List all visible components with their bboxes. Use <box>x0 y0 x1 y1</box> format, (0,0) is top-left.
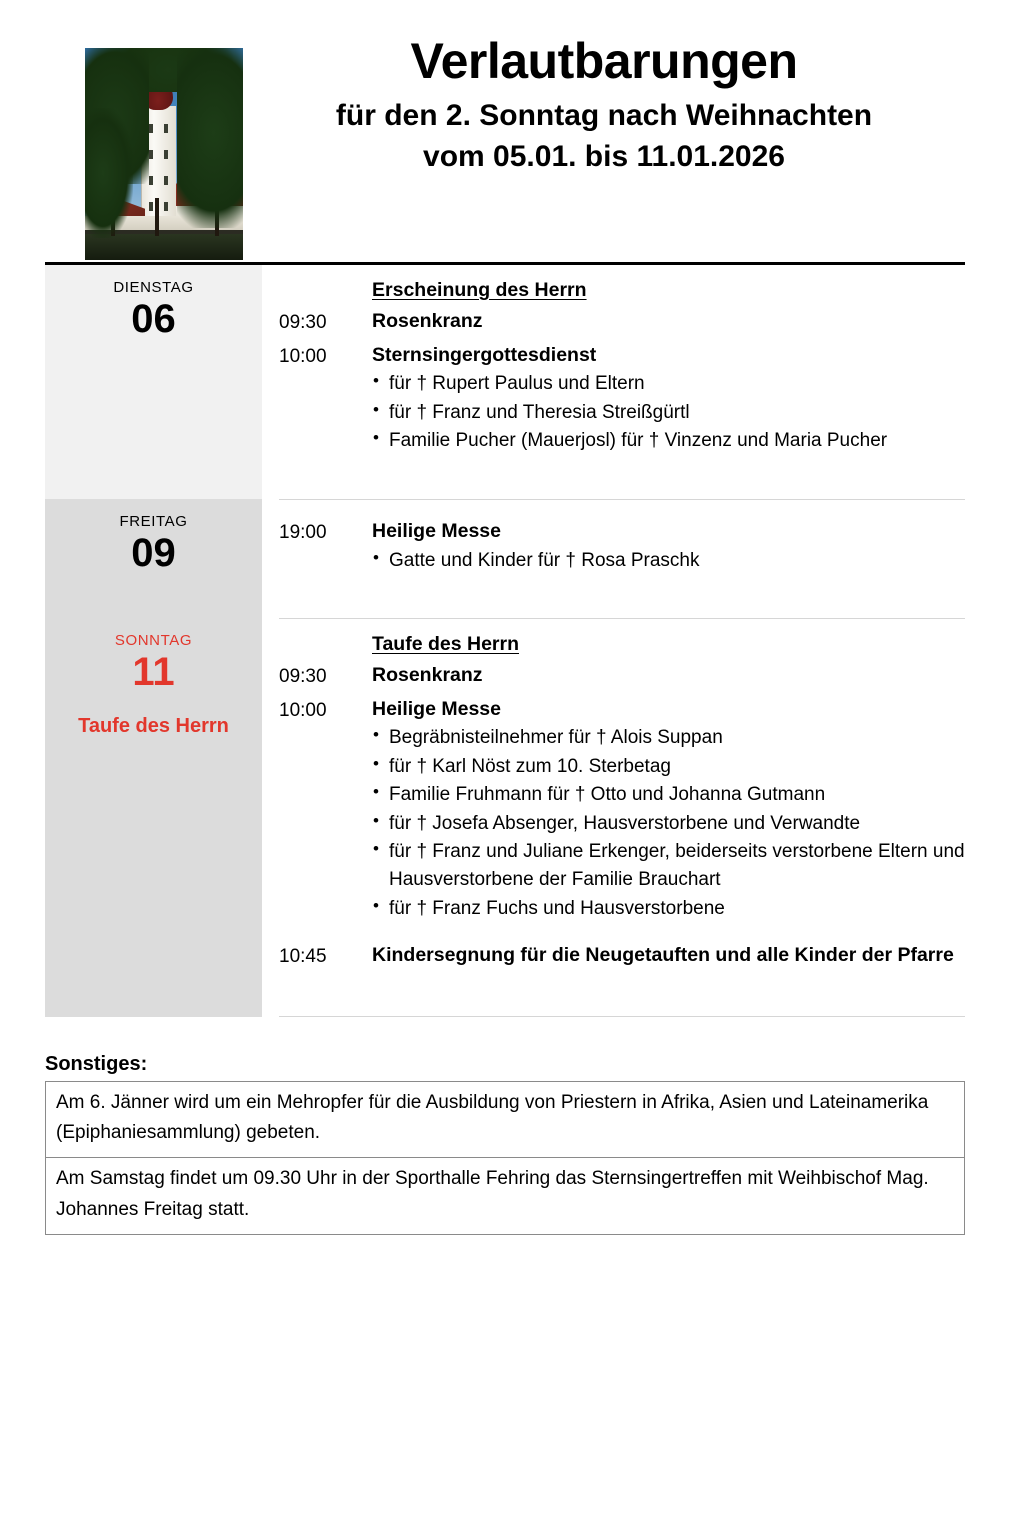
day-number: 06 <box>131 297 176 341</box>
header-titles <box>258 34 1010 176</box>
list-item: • Familie Pucher (Mauerjosl) für † Vinzenz und Maria Pucher <box>372 427 965 455</box>
event-title: Rosenkranz <box>372 664 483 687</box>
event-entry <box>279 662 965 692</box>
other-item: Am 6. Jänner wird um ein Mehropfer für die Ausbildung von Priestern in Afrika, Asien und Lateinamerika (Epiphaniesammlung) gebeten. <box>56 1091 929 1144</box>
day-row <box>45 265 965 499</box>
list-item: • für † Franz Fuchs und Hausverstorbene <box>372 895 965 923</box>
column-gap <box>262 265 279 499</box>
event-entry <box>279 518 965 574</box>
row-spacer <box>279 574 965 604</box>
list-item: • Familie Fruhmann für † Otto und Johanna Gutmann <box>372 781 965 809</box>
day-row <box>45 499 965 618</box>
day-row <box>45 618 965 1017</box>
document-header <box>0 0 1010 262</box>
feast-heading: Erscheinung des Herrn <box>372 279 587 301</box>
day-weekday: FREITAG <box>119 512 188 530</box>
event-title: Sternsingergottesdienst <box>372 343 597 366</box>
other-section <box>45 1053 965 1235</box>
other-box <box>45 1081 965 1235</box>
list-item: • für † Franz und Juliane Erkenger, beiderseits verstorbene Eltern und Hausverstorbene der Familie Brauchart <box>372 838 965 893</box>
event-title: Heilige Messe <box>372 697 501 720</box>
intention-list <box>372 370 965 455</box>
list-item: • für † Franz und Theresia Streißgürtl <box>372 399 965 427</box>
event-title: Rosenkranz <box>372 310 483 332</box>
church-photo <box>85 48 243 260</box>
day-number: 09 <box>131 530 176 575</box>
day-events-dienstag <box>279 265 965 499</box>
other-item: Am Samstag findet um 09.30 Uhr in der Sporthalle Fehring das Sternsingertreffen mit Weihbischof Mag. Johannes Freitag statt. <box>46 1157 964 1234</box>
list-item: • für † Josefa Absenger, Hausverstorbene und Verwandte <box>372 810 965 838</box>
column-gap <box>262 499 279 618</box>
column-gap <box>262 618 279 1017</box>
photo-tree-left-lower <box>85 108 133 238</box>
page-subtitle-period: für den 2. Sonntag nach Weihnachten <box>335 99 873 132</box>
event-entry <box>279 696 965 923</box>
day-events-freitag <box>279 499 965 618</box>
day-column-dienstag <box>45 265 262 499</box>
intention-list <box>372 724 965 922</box>
day-feast-label: Taufe des Herrn <box>78 715 229 738</box>
event-time: 10:00 <box>279 345 327 367</box>
event-body <box>372 662 965 690</box>
event-title: Kindersegnung für die Neugetauften und alle Kinder der Pfarre <box>372 944 954 967</box>
day-column-sonntag <box>45 618 262 1017</box>
other-heading: Sonstiges: <box>45 1052 148 1075</box>
row-spacer <box>279 972 965 1002</box>
event-entry <box>279 942 965 972</box>
event-time: 10:00 <box>279 699 327 721</box>
event-time: 09:30 <box>279 666 327 688</box>
day-column-freitag <box>45 499 262 618</box>
event-title: Heilige Messe <box>372 519 501 542</box>
row-spacer <box>279 455 965 485</box>
schedule-table <box>45 262 965 1017</box>
day-weekday: SONNTAG <box>114 632 193 650</box>
day-events-sonntag <box>279 618 965 1017</box>
intention-list <box>372 547 965 575</box>
event-entry <box>279 308 965 338</box>
event-body <box>372 942 965 970</box>
day-weekday: DIENSTAG <box>113 279 194 296</box>
event-body <box>372 342 965 455</box>
day-number: 11 <box>132 650 175 695</box>
list-item: • Gatte und Kinder für † Rosa Praschk <box>372 547 965 575</box>
event-entry <box>279 342 965 455</box>
list-item: • für † Rupert Paulus und Eltern <box>372 370 965 398</box>
event-time: 09:30 <box>279 312 327 333</box>
event-body <box>372 696 965 923</box>
feast-heading: Taufe des Herrn <box>372 633 520 656</box>
list-item: • für † Karl Nöst zum 10. Sterbetag <box>372 753 965 781</box>
photo-tree-right <box>177 48 243 228</box>
event-body <box>372 308 965 336</box>
list-item: • Begräbnisteilnehmer für † Alois Suppan <box>372 724 965 752</box>
event-time: 19:00 <box>279 521 327 543</box>
page-title: Verlautbarungen <box>410 33 798 89</box>
page-subtitle-dates: vom 05.01. bis 11.01.2026 <box>423 140 785 173</box>
event-body <box>372 518 965 574</box>
event-time: 10:45 <box>279 946 327 968</box>
